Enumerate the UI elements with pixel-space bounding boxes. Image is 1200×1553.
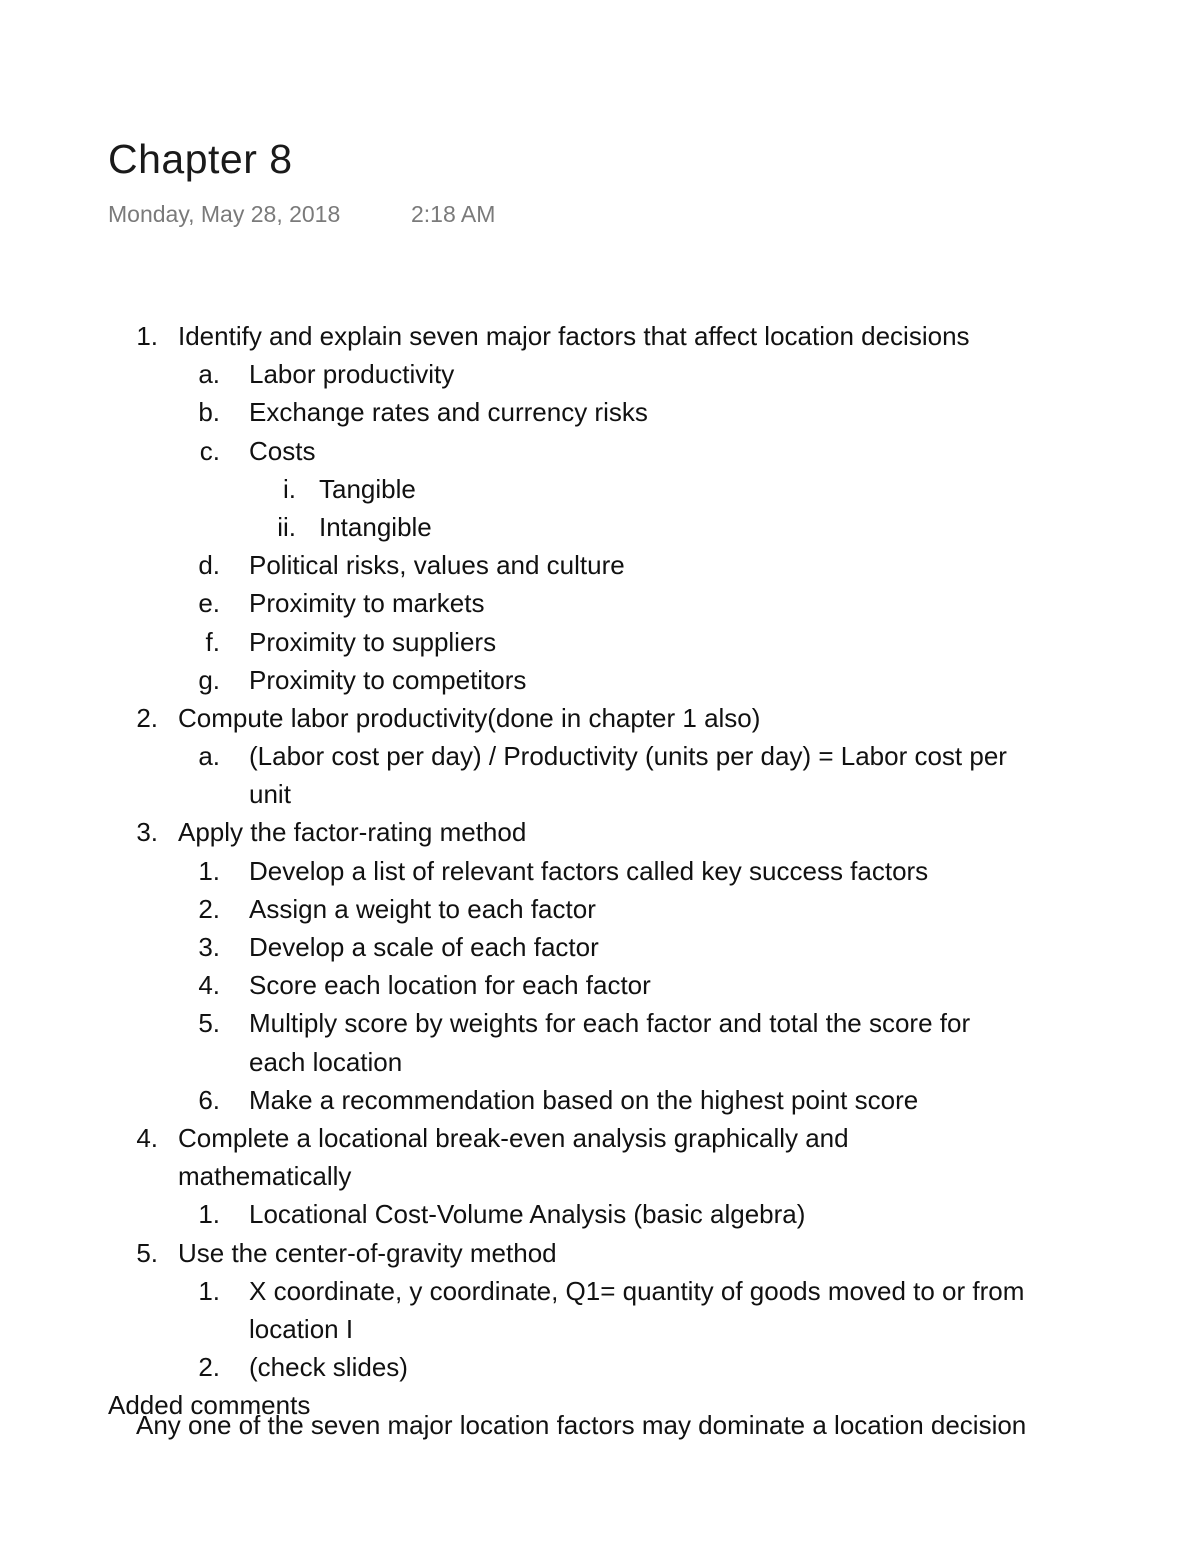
list-item-continuation: [0, 1157, 1200, 1195]
list-marker: 6.: [198, 1084, 220, 1115]
list-marker: 4.: [198, 970, 220, 1001]
list-marker: 2.: [136, 702, 158, 733]
list-item: [0, 1004, 1200, 1042]
list-item-text: Use the center-of-gravity method: [178, 1237, 557, 1268]
list-item-text: each location: [249, 1046, 403, 1077]
list-item-text: Develop a list of relevant factors called key success factors: [249, 855, 929, 886]
list-item: [0, 584, 1200, 622]
list-item-text: Identify and explain seven major factors that affect location decisions: [178, 321, 970, 351]
list-item: [0, 623, 1200, 661]
list-item-text: Exchange rates and currency risks: [249, 397, 648, 428]
list-item: [0, 890, 1200, 928]
list-item: [0, 1234, 1200, 1272]
list-item-text: X coordinate, y coordinate, Q1= quantity of goods moved to or from: [249, 1275, 1025, 1306]
list-marker: c.: [199, 435, 220, 466]
list-marker: a.: [198, 359, 220, 390]
list-marker: 1.: [136, 321, 158, 351]
list-item: [0, 393, 1200, 431]
list-item-text: Develop a scale of each factor: [249, 932, 599, 962]
list-marker: 4.: [136, 1122, 158, 1153]
list-item-continuation: [0, 775, 1200, 813]
list-item: [0, 737, 1200, 775]
list-item-text: Proximity to competitors: [249, 664, 527, 695]
list-item: [0, 966, 1200, 1004]
list-item-text: (Labor cost per day) / Productivity (units per day) = Labor cost per: [249, 741, 1007, 772]
list-item: [0, 508, 1200, 546]
list-item: [0, 432, 1200, 470]
list-item-text: Apply the factor-rating method: [178, 817, 527, 848]
list-marker: 1.: [198, 855, 220, 886]
list-marker: a.: [198, 741, 220, 772]
list-item: [0, 813, 1200, 851]
list-item-text: Political risks, values and culture: [249, 550, 625, 581]
list-item: [0, 1195, 1200, 1233]
list-item: [0, 1081, 1200, 1119]
page-time: 2:18 AM: [411, 201, 496, 227]
cutoff-text-line: [100, 1410, 1100, 1440]
list-item-text: Locational Cost-Volume Analysis (basic algebra): [249, 1199, 806, 1230]
list-item: [0, 852, 1200, 890]
list-item-text: Costs: [249, 435, 316, 466]
list-marker: 2.: [198, 1352, 220, 1383]
list-marker: b.: [198, 397, 220, 428]
list-marker: d.: [198, 550, 220, 581]
page-date: Monday, May 28, 2018: [108, 201, 341, 227]
page-meta: [108, 199, 496, 229]
list-marker: 5.: [136, 1237, 158, 1268]
list-item-text: (check slides): [249, 1352, 408, 1383]
list-item-text: Tangible: [319, 473, 416, 504]
list-item-text: unit: [249, 779, 291, 810]
list-item: [0, 546, 1200, 584]
list-item-text: mathematically: [178, 1161, 352, 1192]
list-item-text: Proximity to suppliers: [249, 626, 497, 657]
cutoff-text: Any one of the seven major location factors may dominate a location decision: [136, 1410, 1027, 1440]
list-item-text: Compute labor productivity(done in chapter 1 also): [178, 702, 761, 733]
list-item: [0, 928, 1200, 966]
list-item: [0, 1348, 1200, 1386]
list-item-text: Proximity to markets: [249, 588, 485, 619]
list-marker: e.: [198, 588, 220, 619]
list-item: [0, 317, 1200, 355]
list-marker: 1.: [198, 1275, 220, 1306]
outline-list: [0, 317, 1200, 1424]
list-marker: 2.: [198, 893, 220, 924]
list-item: [0, 355, 1200, 393]
list-item-text: Make a recommendation based on the highest point score: [249, 1084, 919, 1115]
page-title: Chapter 8: [108, 136, 293, 182]
list-marker: i.: [283, 473, 296, 504]
list-item-text: Labor productivity: [249, 359, 455, 390]
list-marker: 3.: [136, 817, 158, 848]
list-item-text: location I: [249, 1313, 354, 1344]
list-item-text: Complete a locational break-even analysis graphically and: [178, 1122, 849, 1153]
list-marker: f.: [205, 626, 220, 657]
list-marker: 3.: [198, 932, 220, 962]
list-item-continuation: [0, 1043, 1200, 1081]
list-item-continuation: [0, 1310, 1200, 1348]
list-item: [0, 699, 1200, 737]
list-item-text: Intangible: [319, 511, 432, 542]
list-marker: 1.: [198, 1199, 220, 1230]
list-marker: ii.: [277, 511, 296, 542]
list-item: [0, 1272, 1200, 1310]
list-marker: 5.: [198, 1008, 220, 1039]
list-item-text: Multiply score by weights for each factor and total the score for: [249, 1008, 971, 1039]
list-item-text: Score each location for each factor: [249, 970, 651, 1001]
list-item: [0, 1119, 1200, 1157]
added-comments-heading: Added comments: [108, 1390, 311, 1421]
list-item: [0, 470, 1200, 508]
list-item: [0, 661, 1200, 699]
list-item-text: Assign a weight to each factor: [249, 893, 596, 924]
list-marker: g.: [198, 664, 220, 695]
